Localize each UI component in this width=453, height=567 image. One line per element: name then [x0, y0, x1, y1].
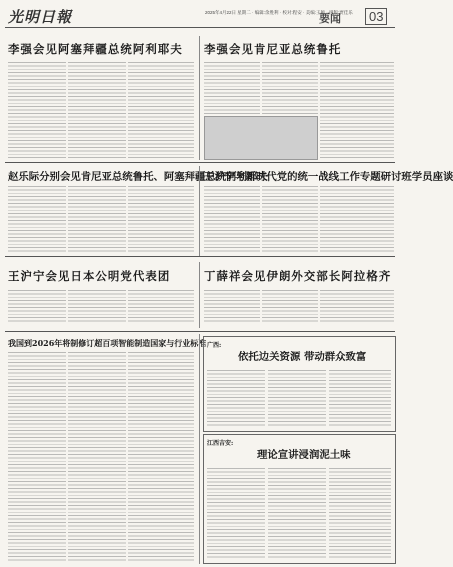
section-rule [5, 331, 395, 332]
article-body-column [320, 62, 394, 158]
page-number: 03 [365, 8, 387, 25]
article-body-column [268, 370, 326, 426]
article-body-column [128, 290, 194, 324]
article-body-column [8, 62, 66, 158]
article-body-column [320, 186, 394, 252]
article-body-column [262, 186, 318, 252]
column-divider [199, 334, 200, 564]
headline-ding-xuexiang-araghchi: 丁薛祥会见伊朗外交部长阿拉格齐 [204, 269, 392, 283]
column-divider [199, 36, 200, 160]
article-body-column [320, 290, 394, 324]
news-photo [204, 116, 318, 160]
section-rule [5, 256, 395, 257]
article-body-column [207, 370, 265, 426]
article-body-column [128, 62, 194, 158]
section-rule [5, 162, 395, 163]
article-body-column [329, 370, 391, 426]
feature-kicker-guangxi: 广西: [207, 342, 222, 349]
article-body-column [204, 290, 260, 324]
article-body-column [268, 468, 326, 558]
headline-wang-huning-komeito: 王沪宁会见日本公明党代表团 [8, 269, 171, 283]
section-title: 要闻 [319, 13, 341, 25]
article-body-column [262, 62, 318, 114]
headline-zhao-leji: 赵乐际分别会见肯尼亚总统鲁托、阿塞拜疆总统阿利耶夫 [8, 171, 268, 183]
article-body-column [68, 186, 126, 252]
headline-wang-huning-united-front: 王沪宁与新时代党的统一战线工作专题研讨班学员座谈 [204, 171, 453, 183]
masthead-rule [5, 27, 395, 28]
article-body-column [8, 290, 66, 324]
article-body-column [68, 290, 126, 324]
article-body-column [8, 186, 66, 252]
headline-guangxi-border: 依托边关资源 带动群众致富 [238, 351, 367, 363]
article-body-column [128, 186, 194, 252]
headline-jian-theory-lectures: 理论宣讲浸润泥土味 [257, 449, 351, 461]
article-body-column [204, 62, 260, 114]
feature-kicker-jian: 江西吉安: [207, 440, 234, 447]
column-divider [199, 262, 200, 328]
article-body-column [8, 352, 66, 562]
column-divider [199, 166, 200, 256]
article-body-column [128, 352, 194, 562]
article-body-column [204, 186, 260, 252]
dateline: 2025年4月22日 星期二 · 编辑:余胜利 · 校对:程安 · 美编:王颖 · 排版:贾佳乐 [205, 10, 353, 15]
article-body-column [329, 468, 391, 558]
headline-li-qiang-ruto: 李强会见肯尼亚总统鲁托 [204, 42, 342, 56]
article-body-column [262, 290, 318, 324]
headline-smart-manufacturing-standards: 我国到2026年将制修订超百项智能制造国家与行业标准 [8, 338, 207, 348]
article-body-column [207, 468, 265, 558]
newspaper-masthead: 光明日報 [8, 8, 73, 26]
article-body-column [68, 62, 126, 158]
headline-li-qiang-aliyev: 李强会见阿塞拜疆总统阿利耶夫 [8, 42, 183, 56]
article-body-column [68, 352, 126, 562]
